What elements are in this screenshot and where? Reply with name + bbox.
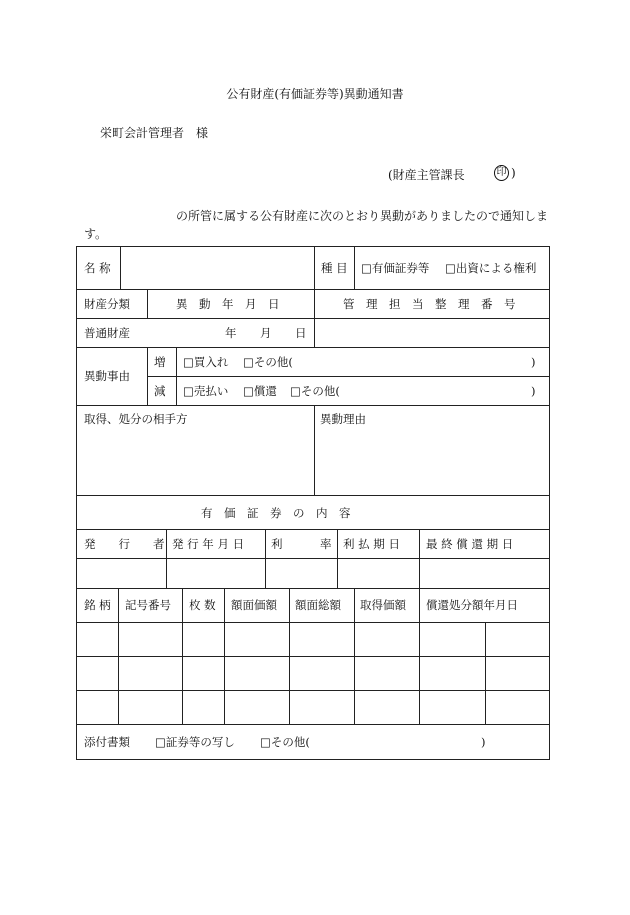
page-title: 公有財産(有価証券等)異動通知書 bbox=[226, 87, 404, 101]
rule bbox=[76, 246, 77, 760]
addressee: 栄町会計管理者 様 bbox=[100, 126, 209, 140]
rule bbox=[166, 529, 167, 588]
maturity-date-label: 最 終 償 還 期 日 bbox=[426, 537, 514, 551]
rule bbox=[147, 289, 148, 318]
body-text-line1: の所管に属する公有財産に次のとおり異動がありましたので通知しま bbox=[176, 209, 549, 223]
face-total-label: 額面総額 bbox=[295, 598, 341, 612]
rule bbox=[549, 246, 550, 760]
interest-date-label: 利 払 期 日 bbox=[343, 537, 400, 551]
increase-label: 増 bbox=[154, 355, 166, 369]
rule bbox=[289, 588, 290, 724]
type-option-investment[interactable]: □出資による権利 bbox=[445, 261, 537, 275]
rule bbox=[76, 318, 550, 319]
rule bbox=[76, 622, 550, 623]
rule bbox=[419, 588, 420, 724]
rule bbox=[354, 588, 355, 724]
rule bbox=[182, 588, 183, 724]
rate-label-right: 率 bbox=[320, 537, 332, 551]
mgmt-number-label: 管 理 担 当 整 理 番 号 bbox=[343, 297, 516, 311]
rule bbox=[76, 759, 550, 760]
rule bbox=[485, 622, 486, 724]
rate-label-left: 利 bbox=[271, 537, 283, 551]
rule bbox=[76, 495, 550, 496]
issue-date-label: 発 行 年 月 日 bbox=[172, 537, 245, 551]
rule bbox=[265, 529, 266, 588]
rule bbox=[76, 588, 550, 589]
attachments-label: 添付書類 bbox=[84, 735, 130, 749]
decrease-label: 減 bbox=[154, 384, 166, 398]
sender-label: (財産主管課長 bbox=[388, 168, 465, 182]
rule bbox=[314, 405, 315, 495]
rule bbox=[76, 558, 550, 559]
decrease-option-sale[interactable]: □売払い bbox=[183, 384, 229, 398]
rule bbox=[354, 246, 355, 289]
reason-label: 異動事由 bbox=[84, 369, 130, 383]
decrease-option-other[interactable]: □その他( bbox=[290, 384, 340, 398]
rule bbox=[76, 724, 550, 725]
type-label: 種 目 bbox=[321, 261, 348, 275]
count-label: 枚 数 bbox=[189, 598, 216, 612]
decrease-option-redemption[interactable]: □償還 bbox=[243, 384, 277, 398]
rule bbox=[147, 347, 148, 405]
counterparty-label: 取得、処分の相手方 bbox=[84, 412, 188, 426]
month-unit: 月 bbox=[260, 326, 272, 340]
rule bbox=[314, 246, 315, 289]
rule bbox=[76, 405, 550, 406]
rule bbox=[337, 529, 338, 588]
attachment-option-copy[interactable]: □証券等の写し bbox=[155, 735, 235, 749]
class-value: 普通財産 bbox=[84, 326, 130, 340]
rule bbox=[76, 529, 550, 530]
increase-option-purchase[interactable]: □買入れ bbox=[183, 355, 229, 369]
issuer-label: 発 行 者 bbox=[84, 537, 165, 551]
acquisition-value-label: 取得価額 bbox=[360, 598, 406, 612]
increase-option-other[interactable]: □その他( bbox=[243, 355, 293, 369]
day-unit: 日 bbox=[295, 326, 307, 340]
rule bbox=[147, 376, 550, 377]
securities-heading: 有 価 証 券 の 内 容 bbox=[201, 506, 351, 520]
change-reason-label: 異動理由 bbox=[320, 412, 366, 426]
body-text-line2: す。 bbox=[84, 227, 108, 241]
rule bbox=[118, 588, 119, 724]
symbol-number-label: 記号番号 bbox=[125, 598, 171, 612]
attachment-option-other[interactable]: □その他( bbox=[260, 735, 310, 749]
rule bbox=[76, 690, 550, 691]
sender-close-paren: ) bbox=[511, 166, 516, 180]
rule bbox=[76, 246, 550, 247]
redemption-label: 償還処分額年月日 bbox=[426, 598, 518, 612]
type-option-securities[interactable]: □有価証券等 bbox=[361, 261, 430, 275]
decrease-close-paren: ) bbox=[531, 384, 536, 398]
year-unit: 年 bbox=[225, 326, 237, 340]
rule bbox=[120, 246, 121, 289]
rule bbox=[76, 656, 550, 657]
rule bbox=[176, 347, 177, 405]
rule bbox=[224, 588, 225, 724]
seal-stamp: 印 bbox=[494, 165, 509, 181]
date-label: 異 動 年 月 日 bbox=[176, 297, 280, 311]
brand-label: 銘 柄 bbox=[84, 598, 111, 612]
name-label: 名 称 bbox=[84, 261, 111, 275]
attachment-close-paren: ) bbox=[481, 735, 486, 749]
rule bbox=[419, 529, 420, 588]
face-value-label: 額面価額 bbox=[231, 598, 277, 612]
rule bbox=[314, 289, 315, 347]
class-label: 財産分類 bbox=[84, 297, 130, 311]
increase-close-paren: ) bbox=[531, 355, 536, 369]
